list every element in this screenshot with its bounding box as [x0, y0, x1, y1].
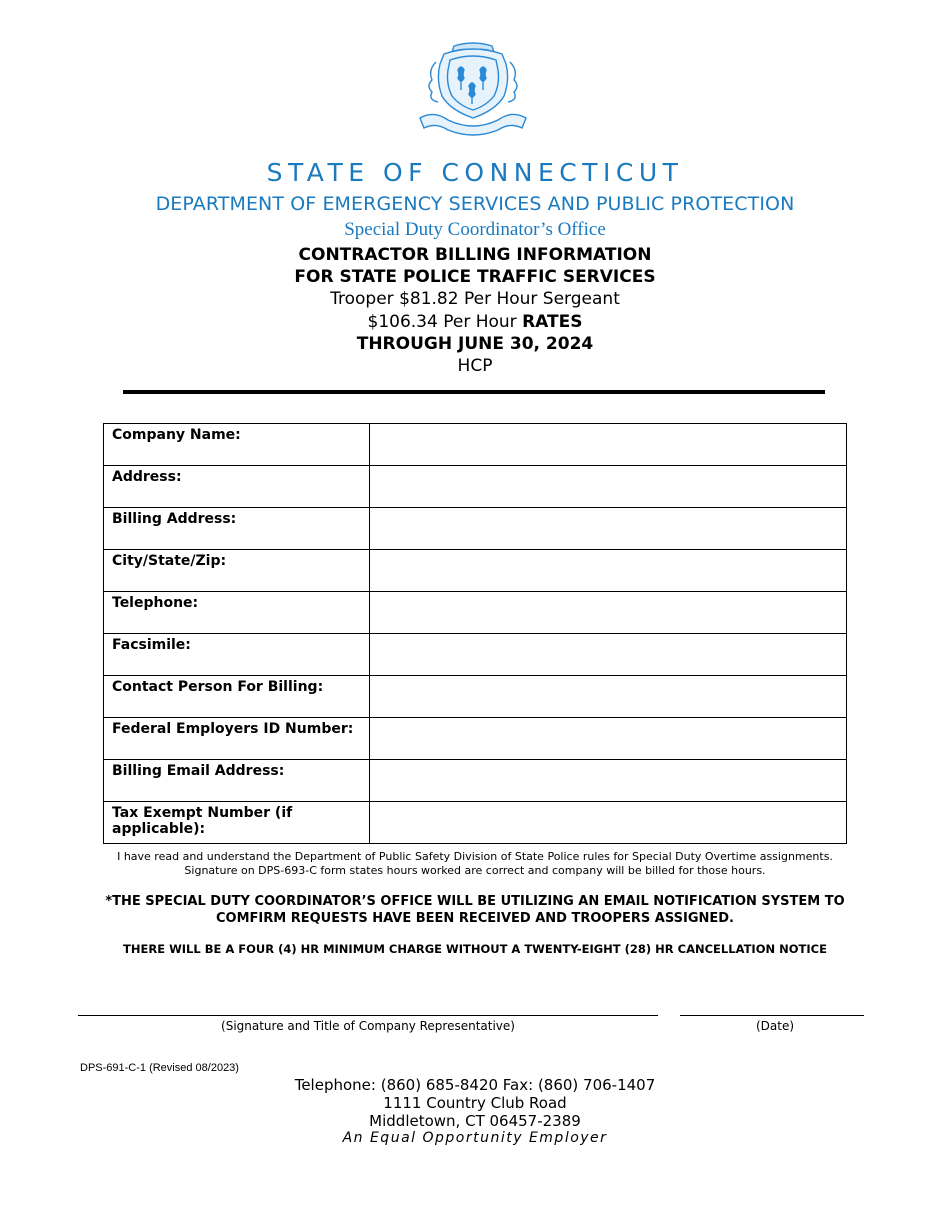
form-row: [104, 718, 847, 760]
rates-line-2: [0, 312, 950, 332]
form-field-input[interactable]: [370, 634, 847, 676]
form-field-label: Company Name:: [104, 424, 370, 466]
form-field-input[interactable]: [370, 676, 847, 718]
form-row: [104, 676, 847, 718]
signature-line[interactable]: [78, 1015, 658, 1016]
contact-street: 1111 Country Club Road: [383, 1094, 567, 1112]
form-row: [104, 466, 847, 508]
date-line[interactable]: [680, 1015, 864, 1016]
header-divider: [123, 390, 825, 394]
form-field-input[interactable]: [370, 718, 847, 760]
form-row: [104, 592, 847, 634]
rates-line-1: Trooper $81.82 Per Hour Sergeant: [330, 289, 620, 309]
form-row: [104, 424, 847, 466]
form-field-input[interactable]: [370, 466, 847, 508]
form-field-input[interactable]: [370, 760, 847, 802]
equal-opportunity-statement: An Equal Opportunity Employer: [342, 1130, 608, 1146]
form-field-label: Federal Employers ID Number:: [104, 718, 370, 760]
office-name: Special Duty Coordinator’s Office: [344, 219, 606, 240]
form-field-label: Contact Person For Billing:: [104, 676, 370, 718]
acknowledgement-line-2: Signature on DPS-693-C form states hours worked are correct and company will be billed for those hours.: [184, 864, 766, 877]
form-field-label: Address:: [104, 466, 370, 508]
contact-phone-fax: Telephone: (860) 685-8420 Fax: (860) 706-1407: [294, 1076, 656, 1094]
form-field-input[interactable]: [370, 424, 847, 466]
form-title-line-2: FOR STATE POLICE TRAFFIC SERVICES: [294, 267, 656, 287]
email-notice-line-1: *THE SPECIAL DUTY COORDINATOR’S OFFICE WILL BE UTILIZING AN EMAIL NOTIFICATION SYSTEM TO: [105, 894, 845, 909]
form-field-label: Billing Address:: [104, 508, 370, 550]
billing-info-table: [103, 423, 847, 844]
date-label: (Date): [755, 1019, 795, 1033]
form-row: [104, 760, 847, 802]
form-row: [104, 634, 847, 676]
form-field-input[interactable]: [370, 550, 847, 592]
department-name: DEPARTMENT OF EMERGENCY SERVICES AND PUBLIC PROTECTION: [155, 193, 795, 215]
rates-line-2-text: $106.34 Per Hour: [367, 312, 523, 332]
signature-label: (Signature and Title of Company Representative): [221, 1019, 515, 1033]
form-field-input[interactable]: [370, 592, 847, 634]
form-row: [104, 550, 847, 592]
contact-city: Middletown, CT 06457-2389: [369, 1112, 581, 1130]
form-number: DPS-691-C-1 (Revised 08/2023): [80, 1062, 239, 1074]
form-field-label: Billing Email Address:: [104, 760, 370, 802]
form-code: HCP: [457, 356, 493, 376]
form-title-line-1: CONTRACTOR BILLING INFORMATION: [298, 245, 652, 265]
rates-through-date: THROUGH JUNE 30, 2024: [356, 334, 594, 354]
email-notice-line-2: COMFIRM REQUESTS HAVE BEEN RECEIVED AND TROOPERS ASSIGNED.: [216, 911, 734, 926]
state-seal-logo: [414, 40, 532, 142]
form-field-input[interactable]: [370, 802, 847, 844]
state-title: STATE OF CONNECTICUT: [266, 158, 684, 187]
form-field-label: Tax Exempt Number (if applicable):: [104, 802, 370, 844]
form-row: [104, 802, 847, 844]
acknowledgement-line-1: I have read and understand the Department of Public Safety Division of State Police rules for Special Duty Overtime assignments.: [117, 850, 833, 863]
form-field-label: Telephone:: [104, 592, 370, 634]
form-field-input[interactable]: [370, 508, 847, 550]
form-row: [104, 508, 847, 550]
minimum-charge-notice: THERE WILL BE A FOUR (4) HR MINIMUM CHARGE WITHOUT A TWENTY-EIGHT (28) HR CANCELLATION NOTICE: [123, 942, 827, 956]
rates-label: RATES: [522, 312, 583, 332]
form-field-label: Facsimile:: [104, 634, 370, 676]
form-field-label: City/State/Zip:: [104, 550, 370, 592]
